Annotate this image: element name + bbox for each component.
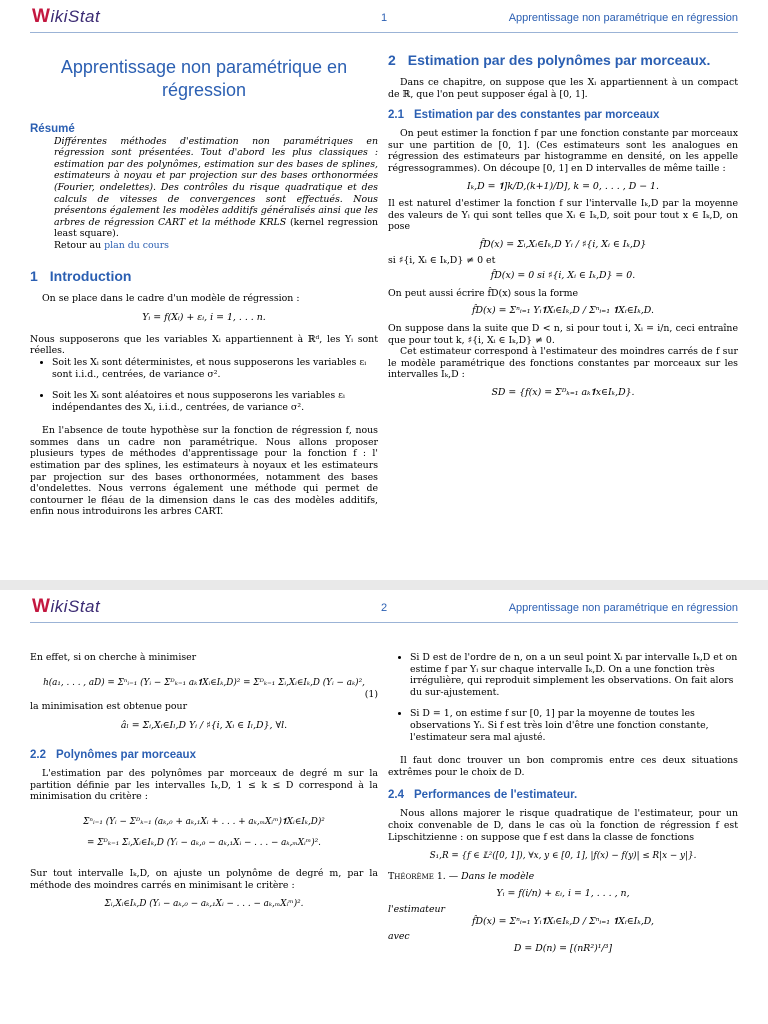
s1-bullet-1: • Soit les Xᵢ sont déterministes, et nous supposerons les variables εᵢ sont i.i.d., centrées, de variance σ². (52, 357, 378, 380)
s22-paragraph-1: L'estimation par des polynômes par morceaux de degré m sur la partition définie par les intervalles Iₖ,D, 1 ≤ k ≤ D correspond à la minimisation du critère : (30, 767, 378, 803)
s22-equation-1b: = Σᴰₖ₌₁ Σᵢ,Xᵢ∈Iₖ,D (Yᵢ − aₖ,₀ − aₖ,₁Xᵢ − . . . − aₖ,ₘXᵢᵐ)². (87, 838, 321, 849)
p2-bullet-list (388, 652, 738, 743)
p2-bullet-1: • Si D est de l'ordre de n, on a un seul point Xᵢ par intervalle Iₖ,D et on estime f par Yᵢ sur chaque intervalle Iₖ,D. On a une fonction très irrégulière, qui reproduit simplement les observations. On fait alors du sur-ajustement. (410, 652, 738, 698)
section-2-1-heading: 2.1 Estimation par des constantes par morceaux (388, 109, 660, 122)
section-2-4-heading: 2.4 Performances de l'estimateur. (388, 789, 578, 802)
section-2-2-heading: 2.2 Polynômes par morceaux (30, 748, 196, 761)
p2-paragraph-3: Il faut donc trouver un bon compromis entre ces deux situations extrêmes pour le choix de D. (388, 755, 738, 778)
page-header (30, 596, 738, 623)
theorem-equation-1: Yᵢ = f(i/n) + εᵢ, i = 1, . . . , n, (496, 888, 630, 900)
s1-equation-1: Yᵢ = f(Xᵢ) + εᵢ, i = 1, . . . n. (142, 312, 266, 324)
plan-du-cours-link[interactable]: plan du cours (104, 239, 169, 251)
theorem-equation-3: D = D(n) = [(nR²)¹/³] (513, 942, 613, 954)
p2-equation-1: h(a₁, . . . , aD) = Σⁿᵢ₌₁ (Yᵢ − Σᴰₖ₌₁ aₖ𝟏Xᵢ∈Iₖ,D)² = Σᴰₖ₌₁ Σᵢ,Xᵢ∈Iₖ,D (Yᵢ − aₖ)², (43, 677, 365, 688)
s21-paragraph-5: Cet estimateur correspond à l'estimateur des moindres carrés de f sur le modèle paramétrique des fonctions constantes par morceaux sur les intervalles Iₖ,D : (388, 346, 738, 381)
s21-equation-2: f̂D(x) = Σᵢ,Xᵢ∈Iₖ,D Yᵢ / ♯{i, Xᵢ ∈ Iₖ,D} (479, 238, 647, 250)
section-1-heading: 1 Introduction (30, 267, 132, 284)
s21-equation-5: SD = {f(x) = Σᴰₖ₌₁ aₖ𝟏x∈Iₖ,D}. (491, 386, 635, 398)
s24-paragraph-1: Nous allons majorer le risque quadratique de l'estimateur, pour un choix convenable de D, dans le cas où la fonction de régression f est Lipschitzienne : on suppose que f est dans la classe de fonctions (388, 808, 738, 843)
p2-equation-2: âₗ = Σᵢ,Xᵢ∈Iₗ,D Yᵢ / ♯{i, Xᵢ ∈ Iₗ,D}, ∀l. (120, 720, 288, 732)
theorem-1: Théorème 1. — Dans le modèle (388, 870, 535, 882)
right-column (388, 52, 738, 398)
equation-tag: (1) (364, 689, 378, 701)
theorem-paragraph-2: l'estimateur (388, 903, 446, 915)
abstract: Différentes méthodes d'estimation non paramétriques en régression sont présentées. Tout d'abord les plus classiques : estimation par des polynômes, estimation sur des bases de splines, estimateurs à noyau et par projection sur des bases orthonormées (Fourier, ondelettes). Des contrôles du risque quadratique et des calculs de vitesses de convergences sont effectués. Nous présentons également les modèles additifs généralisés ainsi que les arbres de régression CART et la méthode KRLS (kernel regression least square). (54, 135, 378, 240)
page-number: 1 (380, 12, 388, 24)
theorem-equation-2: f̂D(x) = Σⁿᵢ₌₁ Yᵢ𝟏Xᵢ∈Iₖ,D / Σⁿᵢ₌₁ 𝟏Xᵢ∈Iₖ,D, (472, 915, 654, 927)
p2-bullet-2: • Si D = 1, on estime f sur [0, 1] par la moyenne de toutes les observations Yᵢ. Si f est très loin d'être une fonction constante, l'estimateur sera mal ajusté. (410, 708, 738, 743)
p2-paragraph-2: la minimisation est obtenue pour (30, 700, 188, 712)
s21-paragraph-3: On peut aussi écrire f̂D(x) sous la forme (388, 287, 579, 299)
page-header (30, 6, 738, 33)
s21-paragraph-4: On suppose dans la suite que D < n, si pour tout i, Xᵢ = i/n, ceci entraîne que pour tout k, ♯{i, Xᵢ ∈ Iₖ,D} ≠ 0. (388, 322, 738, 346)
s2-paragraph-1: Dans ce chapitre, on suppose que les Xᵢ appartiennent à un compact de ℝ, que l'on peut supposer égal à [0, 1]. (388, 77, 738, 100)
running-title: Apprentissage non paramétrique en régression (508, 602, 738, 614)
p2-paragraph-1: En effet, si on cherche à minimiser (30, 652, 197, 663)
s22-equation-1a: Σⁿᵢ₌₁ (Yᵢ − Σᴰₖ₌₁ (aₖ,₀ + aₖ,₁Xᵢ + . . . + aₖ,ₘXᵢᵐ)𝟏Xᵢ∈Iₖ,D)² (83, 816, 325, 827)
s21-condition: si ♯{i, Xᵢ ∈ Iₖ,D} ≠ 0 et (388, 254, 496, 266)
s1-paragraph-3: En l'absence de toute hypothèse sur la fonction de régression f, nous sommes dans un cadre non paramétrique. Nous allons proposer plusieurs types de méthodes d'apprentissage pour la fonction f : l' estimation par des splines, les estimateurs à noyaux et les estimateurs par projection sur des bases orthonormées, notamment des bases d'ondelettes. Nous verrons également une méthode qui permet de contourner le fléau de la dimension dans le cas des modèles additifs, enfin nous introduirons les arbres CART. (30, 425, 378, 518)
s1-paragraph-2: Nous supposerons que les variables Xᵢ appartiennent à ℝᵈ, les Yᵢ sont réelles. (30, 333, 378, 357)
right-column (388, 652, 738, 954)
s1-bullet-2: • Soit les Xᵢ sont aléatoires et nous supposerons les variables εᵢ indépendantes des Xᵢ, i.i.d., centrées, de variance σ². (52, 390, 378, 413)
s1-bullet-list (30, 357, 378, 413)
page-number: 2 (380, 602, 388, 614)
document-title: Apprentissage non paramétrique en régression (60, 57, 348, 100)
s24-equation-1: S₁,R = {f ∈ 𝕃²([0, 1]), ∀x, y ∈ [0, 1], |f(x) − f(y)| ≤ R|x − y|}. (429, 851, 697, 862)
wikistat-logo: WikiStat (32, 6, 101, 27)
retour-line: Retour au plan du cours (54, 239, 169, 251)
s21-equation-4: f̂D(x) = Σⁿᵢ₌₁ Yᵢ𝟏Xᵢ∈Iₖ,D / Σⁿᵢ₌₁ 𝟏Xᵢ∈Iₖ,D. (472, 305, 654, 317)
s1-paragraph-1: On se place dans le cadre d'un modèle de régression : (42, 292, 300, 304)
s22-paragraph-2: Sur tout intervalle Iₖ,D, on ajuste un polynôme de degré m, par la méthode des moindres carrés en minimisant le critère : (30, 867, 378, 891)
s22-equation-2: Σᵢ,Xᵢ∈Iₖ,D (Yᵢ − aₖ,₀ − aₖ,₁Xᵢ − . . . − aₖ,ₘXᵢᵐ)². (104, 899, 304, 910)
page-separator (0, 580, 768, 590)
running-title: Apprentissage non paramétrique en régression (508, 12, 738, 24)
s21-paragraph-2: Il est naturel d'estimer la fonction f sur l'intervalle Iₖ,D par la moyenne des valeurs de Yᵢ qui sont telles que Xᵢ ∈ Iₖ,D, soit pour tout x ∈ Iₖ,D, on pose (388, 198, 738, 233)
left-column (30, 56, 378, 518)
s21-paragraph-1: On peut estimer la fonction f par une fonction constante par morceaux sur une partition de [0, 1]. (Ces estimateurs sont les analogues en régression des estimateurs par histogramme en densité, on les appelle régressogrammes). On découpe [0, 1] en D intervalles de même taille : (388, 128, 738, 174)
wikistat-logo: WikiStat (32, 596, 101, 617)
left-column (30, 652, 378, 911)
resume-heading: Résumé (30, 123, 75, 135)
s21-equation-3: f̂D(x) = 0 si ♯{i, Xᵢ ∈ Iₖ,D} = 0. (490, 270, 636, 282)
theorem-paragraph-3: avec (388, 931, 410, 943)
page-2 (0, 590, 768, 1024)
section-2-heading: 2 Estimation par des polynômes par morceaux. (388, 52, 711, 68)
s21-equation-1: Iₖ,D = 𝟏]k/D,(k+1)/D], k = 0, . . . , D − 1. (467, 180, 659, 192)
